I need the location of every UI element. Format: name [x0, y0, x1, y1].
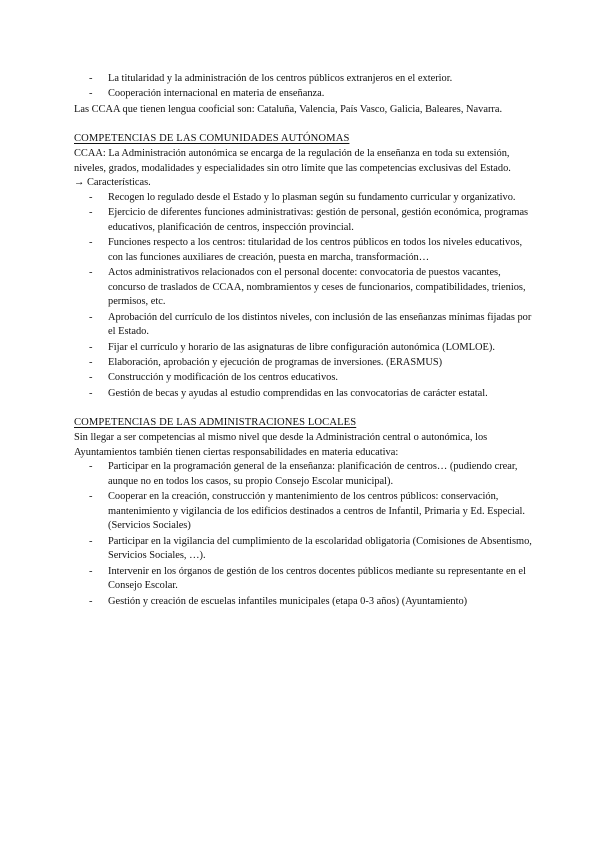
- bullet-dash: -: [89, 595, 93, 607]
- document-page: [74, 72, 532, 610]
- list-item-text: Gestión y creación de escuelas infantiles municipales (etapa 0-3 años) (Ayuntamiento): [108, 595, 468, 607]
- list-item: [74, 341, 532, 356]
- bullet-dash: -: [89, 311, 93, 323]
- list-item-text: Fijar el currículo y horario de las asignaturas de libre configuración autonómica (LOMLOE).: [108, 341, 495, 353]
- local-list: [74, 460, 532, 609]
- bullet-dash: -: [89, 237, 93, 249]
- ccaa-heading: COMPETENCIAS DE LAS COMUNIDADES AUTÓNOMAS: [74, 133, 350, 145]
- bullet-dash: -: [89, 191, 93, 203]
- intro-list: [74, 72, 532, 102]
- list-item: [74, 72, 532, 87]
- list-item: [74, 460, 532, 489]
- list-item: [74, 595, 532, 610]
- ccaa-paragraph: CCAA: La Administración autonómica se encarga de la regulación de la enseñanza en toda su extensión, niveles, grados, modalidades y especialidades sin otro límite que las competencias exclusivas del Estado.: [74, 147, 511, 174]
- local-heading: COMPETENCIAS DE LAS ADMINISTRACIONES LOCALES: [74, 417, 357, 429]
- list-item-text: Elaboración, aprobación y ejecución de programas de inversiones. (ERASMUS): [108, 357, 443, 369]
- list-item: [74, 191, 532, 206]
- list-item-text: La titularidad y la administración de los centros públicos extranjeros en el exterior.: [108, 73, 453, 84]
- list-item-text: Ejercicio de diferentes funciones administrativas: gestión de personal, gestión económica, programas educativos, planificación de centros, inspección provincial.: [108, 207, 529, 233]
- list-item-text: Cooperar en la creación, construcción y mantenimiento de los centros públicos: conservación, mantenimiento y vigilancia de los edificios destinados a centros de Infantil, Primaria y Ed. Especial. (Servicios Sociales): [108, 491, 525, 532]
- bullet-dash: -: [89, 207, 93, 219]
- list-item: [74, 490, 532, 534]
- list-item-text: Recogen lo regulado desde el Estado y lo plasman según su fundamento curricular y organizativo.: [108, 191, 516, 203]
- list-item: [74, 311, 532, 340]
- bullet-dash: -: [89, 73, 93, 84]
- bullet-dash: -: [89, 491, 93, 503]
- bullet-dash: -: [89, 535, 93, 547]
- list-item: [74, 356, 532, 371]
- bullet-dash: -: [89, 387, 93, 399]
- list-item: [74, 565, 532, 594]
- list-item: [74, 236, 532, 265]
- bullet-dash: -: [89, 88, 93, 100]
- list-item: [74, 371, 532, 386]
- list-item-text: Funciones respecto a los centros: titularidad de los centros públicos en todos los niveles educativos, con las funciones auxiliares de creación, puesta en marcha, transformación…: [108, 237, 523, 263]
- intro-paragraph: Las CCAA que tienen lengua cooficial son: Cataluña, Valencia, País Vasco, Galicia, Baleares, Navarra.: [74, 103, 503, 115]
- bullet-dash: -: [89, 565, 93, 577]
- list-item: [74, 387, 532, 402]
- list-item: [74, 266, 532, 310]
- bullet-dash: -: [89, 357, 93, 369]
- bullet-dash: -: [89, 341, 93, 353]
- list-item-text: Cooperación internacional en materia de enseñanza.: [108, 88, 325, 100]
- list-item-text: Aprobación del currículo de los distintos niveles, con inclusión de las enseñanzas mínimas fijadas por el Estado.: [108, 311, 532, 338]
- list-item: [74, 535, 532, 564]
- list-item: [74, 87, 532, 102]
- list-item-text: Participar en la programación general de la enseñanza: planificación de centros… (pudiendo crear, aunque no en todos los casos, su propio Consejo Escolar municipal).: [108, 461, 518, 487]
- bullet-dash: -: [89, 267, 93, 279]
- bullet-dash: -: [89, 461, 93, 473]
- local-paragraph: Sin llegar a ser competencias al mismo nivel que desde la Administración central o autonómica, los Ayuntamientos también tienen ciertas responsabilidades en materia educativa:: [74, 432, 488, 458]
- list-item: [74, 206, 532, 235]
- bullet-dash: -: [89, 372, 93, 384]
- list-item-text: Gestión de becas y ayudas al estudio comprendidas en las convocatorias de carácter estatal.: [108, 387, 488, 399]
- list-item-text: Intervenir en los órganos de gestión de los centros docentes públicos mediante su representante en el Consejo Escolar.: [108, 565, 526, 592]
- list-item-text: Construcción y modificación de los centros educativos.: [108, 372, 338, 384]
- ccaa-list: [74, 191, 532, 402]
- list-item-text: Participar en la vigilancia del cumplimiento de la escolaridad obligatoria (Comisiones de Absentismo, Servicios Sociales, …).: [108, 535, 532, 562]
- characteristics-label: → Características.: [74, 177, 151, 189]
- list-item-text: Actos administrativos relacionados con el personal docente: convocatoria de puestos vacantes, concurso de traslados de CCAA, nombramientos y ceses de funcionarios, compatibilidades, trienios, permisos, etc.: [108, 267, 526, 308]
